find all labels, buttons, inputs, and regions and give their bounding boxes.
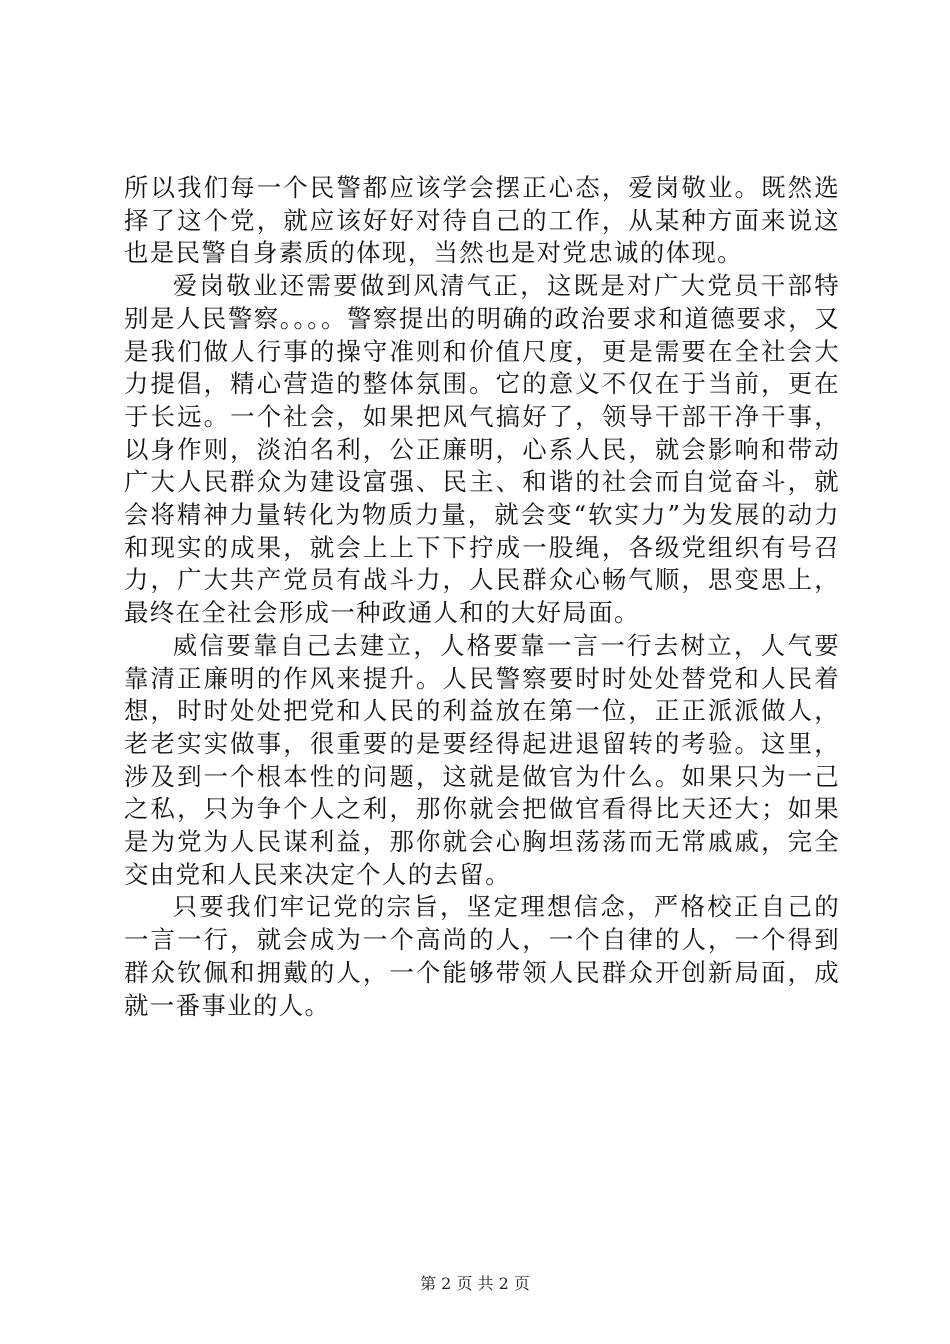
document-body <box>124 172 840 1022</box>
paragraph-3: 威信要靠自己去建立，人格要靠一言一行去树立，人气要靠清正廉明的作风来提升。人民警察要时时处处替党和人民着想，时时处处把党和人民的利益放在第一位，正正派派做人，老老实实做事，很重要的是要经得起进退留转的考验。这里，涉及到一个根本性的问题，这就是做官为什么。如果只为一己之私，只为争个人之利，那你就会把做官看得比天还大；如果是为党为人民谋利益，那你就会心胸坦荡荡而无常戚戚，完全交由党和人民来决定个人的去留。 <box>124 630 840 889</box>
paragraph-4: 只要我们牢记党的宗旨，坚定理想信念，严格校正自己的一言一行，就会成为一个高尚的人，一个自律的人，一个得到群众钦佩和拥戴的人，一个能够带领人民群众开创新局面，成就一番事业的人。 <box>124 892 840 1020</box>
page-footer: 第 2 页 共 2 页 <box>420 1274 530 1293</box>
paragraph-2: 爱岗敬业还需要做到风清气正，这既是对广大党员干部特别是人民警察。。。。警察提出的明确的政治要求和道德要求，又是我们做人行事的操守准则和价值尺度，更是需要在全社会大力提倡，精心营造的整体氛围。它的意义不仅在于当前，更在于长远。一个社会，如果把风气搞好了，领导干部干净干事，以身作则，淡泊名利，公正廉明，心系人民，就会影响和带动广大人民群众为建设富强、民主、和谐的社会而自觉奋斗，就会将精神力量转化为物质力量，就会变“软实力”为发展的动力和现实的成果，就会上上下下拧成一股绳，各级党组织有号召力，广大共产党员有战斗力，人民群众心畅气顺，思变思上，最终在全社会形成一种政通人和的大好局面。 <box>124 271 840 628</box>
paragraph-1: 所以我们每一个民警都应该学会摆正心态，爱岗敬业。既然选择了这个党，就应该好好对待自己的工作，从某种方面来说这也是民警自身素质的体现，当然也是对党忠诚的体现。 <box>124 173 840 268</box>
